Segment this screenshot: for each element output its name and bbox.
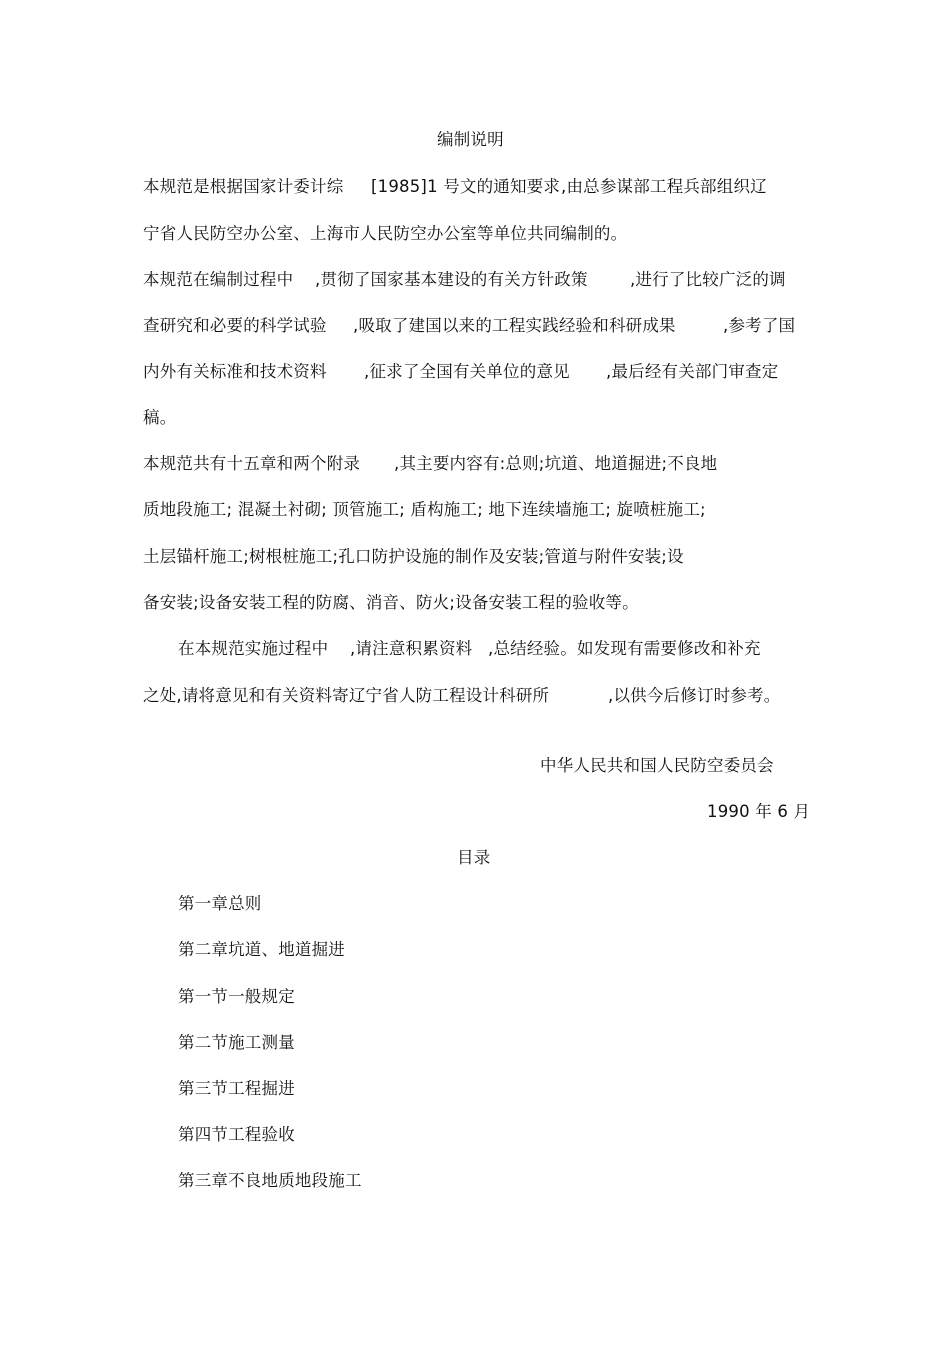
text-segment: [1985]1 号文的通知要求 (371, 177, 561, 196)
toc-item-chapter-1[interactable]: 第一章总则 (178, 894, 262, 913)
text-segment: 本规范是根据国家计委计综 (143, 177, 344, 196)
paragraph-2-line-4: 稿。 (143, 408, 177, 427)
text-segment: ,其主要内容有:总则;坑道、地道掘进;不良地 (394, 454, 718, 473)
text-segment: ,吸取了建国以来的工程实践经验和科研成果 (353, 316, 676, 335)
text-segment: ,以供今后修订时参考。 (608, 686, 781, 705)
text-segment: 本规范在编制过程中 (143, 270, 294, 289)
text-segment: ,请注意积累资料 (350, 639, 473, 658)
signature-organization: 中华人民共和国人民防空委员会 (540, 756, 774, 775)
text-segment: 之处,请将意见和有关资料寄辽宁省人防工程设计科研所 (143, 686, 550, 705)
text-segment: 在本规范实施过程中 (178, 639, 329, 658)
signature-date: 1990 年 6 月 (707, 802, 811, 821)
text-segment: ,最后经有关部门审查定 (606, 362, 779, 381)
paragraph-3-line-4: 备安装;设备安装工程的防腐、消音、防火;设备安装工程的验收等。 (143, 593, 639, 612)
toc-title: 目录 (457, 848, 491, 867)
text-segment: ,征求了全国有关单位的意见 (364, 362, 570, 381)
text-segment: ,贯彻了国家基本建设的有关方针政策 (315, 270, 588, 289)
toc-item-chapter-3[interactable]: 第三章不良地质地段施工 (178, 1171, 362, 1190)
text-segment: 本规范共有十五章和两个附录 (143, 454, 361, 473)
toc-item-section-1[interactable]: 第一节一般规定 (178, 987, 295, 1006)
toc-item-section-2[interactable]: 第二节施工测量 (178, 1033, 295, 1052)
text-segment: 内外有关标准和技术资料 (143, 362, 327, 381)
text-segment: ,总结经验。如发现有需要修改和补充 (488, 639, 761, 658)
paragraph-1-line-2: 宁省人民防空办公室、上海市人民防空办公室等单位共同编制的。 (143, 224, 628, 243)
document-heading: 编制说明 (437, 130, 504, 149)
paragraph-3-line-3: 土层锚杆施工;树根桩施工;孔口防护设施的制作及安装;管道与附件安装;设 (143, 547, 684, 566)
text-segment: ,参考了国 (723, 316, 796, 335)
text-segment: 查研究和必要的科学试验 (143, 316, 327, 335)
text-segment: ,由总参谋部工程兵部组织辽 (561, 177, 767, 196)
text-segment: ,进行了比较广泛的调 (630, 270, 786, 289)
paragraph-3-line-2: 质地段施工; 混凝土衬砌; 顶管施工; 盾构施工; 地下连续墙施工; 旋喷桩施工; (143, 500, 706, 519)
toc-item-chapter-2[interactable]: 第二章坑道、地道掘进 (178, 940, 345, 959)
toc-item-section-4[interactable]: 第四节工程验收 (178, 1125, 295, 1144)
toc-item-section-3[interactable]: 第三节工程掘进 (178, 1079, 295, 1098)
